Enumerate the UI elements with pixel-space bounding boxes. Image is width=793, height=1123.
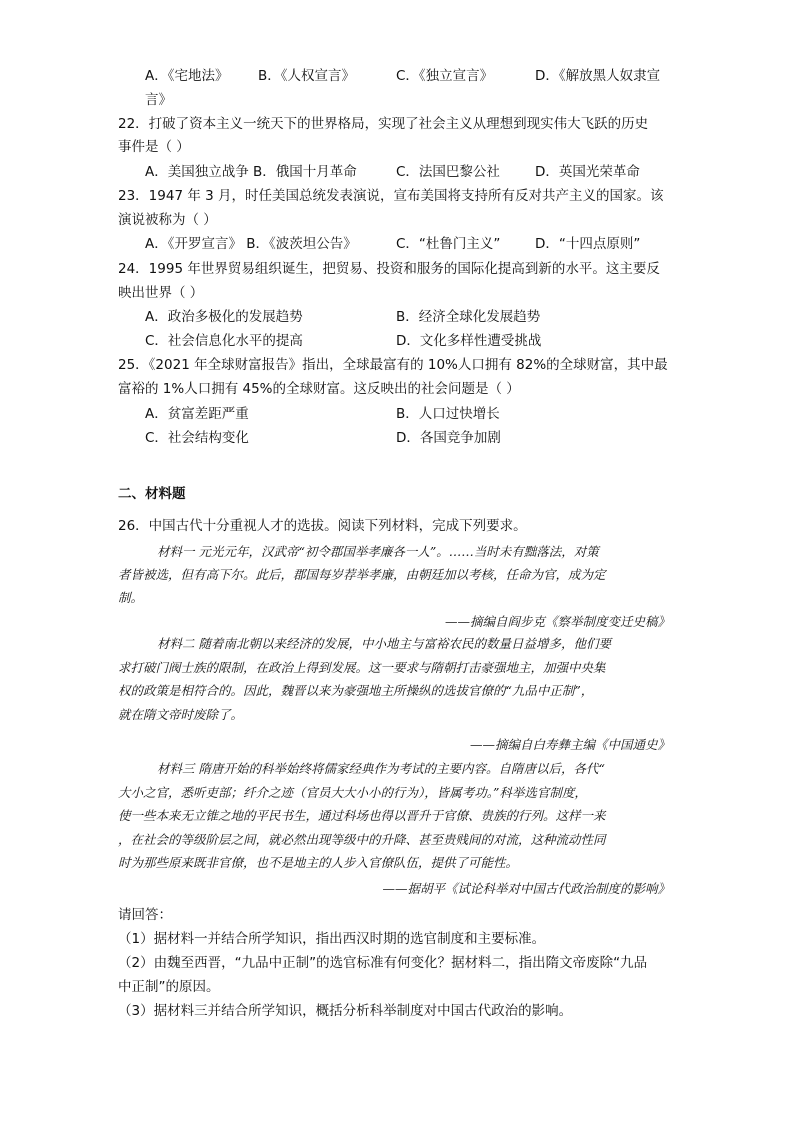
q23-option-ab: A．《开罗宣言》 B．《波茨坦公告》 — [145, 236, 357, 252]
q23-option-c: C．“杜鲁门主义” — [396, 236, 501, 252]
q21-option-a: A．《宅地法》 — [145, 68, 229, 84]
q21-option-d: D．《解放黑人奴隶宣 — [535, 68, 661, 84]
material2-line4: 就在隋文帝时废除了。 — [118, 707, 244, 722]
material2-source: ——摘编自白寿彝主编《中国通史》 — [469, 737, 670, 752]
q25-option-d: D．各国竞争加剧 — [396, 430, 501, 446]
answer-prompt: 请回答： — [118, 907, 172, 923]
material1-line1: 材料一 元光元年，汉武帝“初令郡国举孝廉各一人”。……当时未有黜落法，对策 — [157, 544, 599, 559]
material3-line2: 大小之官，悉听吏部；纤介之迹（官员大大小小的行为），皆属考功。”科举选官制度， — [118, 785, 587, 800]
sub-question-3: （3）据材料三并结合所学知识，概括分析科举制度对中国古代政治的影响。 — [118, 1003, 573, 1019]
material3-line5: 时为那些原来既非官僚，也不是地主的人步入官僚队伍，提供了可能性。 — [118, 855, 519, 870]
q25-stem-line1: 25．《2021 年全球财富报告》指出，全球最富有的 10%人口拥有 82%的全球财富，其中最 — [118, 357, 668, 373]
section-title: 二、材料题 — [118, 486, 186, 502]
q22-option-d: D．英国光荣革命 — [535, 164, 640, 180]
q23-stem-line2: 演说被称为（ ） — [118, 212, 217, 228]
q25-option-b: B．人口过快增长 — [396, 406, 500, 422]
material3-line4: ，在社会的等级阶层之间，就必然出现等级中的升降、甚至贵贱间的对流，这种流动性同 — [118, 832, 606, 847]
q24-option-b: B．经济全球化发展趋势 — [396, 309, 541, 325]
q24-option-c: C．社会信息化水平的提高 — [145, 333, 303, 349]
q22-stem-line1: 22．打破了资本主义一统天下的世界格局，实现了社会主义从理想到现实伟大飞跃的历史 — [118, 116, 649, 132]
sub-question-2-line2: 中正制”的原因。 — [118, 979, 220, 995]
q24-stem-line1: 24．1995 年世界贸易组织诞生，把贸易、投资和服务的国际化提高到新的水平。这主要反 — [118, 261, 660, 277]
q26-stem: 26．中国古代十分重视人才的选拔。阅读下列材料，完成下列要求。 — [118, 518, 527, 534]
material1-source: ——摘编自阎步克《察举制度变迁史稿》 — [444, 614, 670, 629]
q24-stem-line2: 映出世界（ ） — [118, 285, 204, 301]
q24-option-a: A．政治多极化的发展趋势 — [145, 309, 303, 325]
q21-option-b: B．《人权宣言》 — [258, 68, 356, 84]
material2-line1: 材料二 随着南北朝以来经济的发展，中小地主与富裕农民的数量日益增多，他们要 — [157, 636, 611, 651]
q21-option-c: C．《独立宣言》 — [396, 68, 494, 84]
material1-line2: 者皆被选，但有高下尔。此后，郡国每岁荐举孝廉，由朝廷加以考核，任命为官，成为定 — [118, 567, 606, 582]
sub-question-2-line1: （2）由魏至西晋，“九品中正制”的选官标准有何变化？据材料二，指出隋文帝废除“九品 — [118, 955, 648, 971]
material2-line3: 权的政策是相符合的。因此，魏晋以来为豪强地主所操纵的选拔官僚的“九品中正制”， — [118, 683, 594, 698]
sub-question-1: （1）据材料一并结合所学知识，指出西汉时期的选官制度和主要标准。 — [118, 931, 546, 947]
q23-option-d: D．“十四点原则” — [535, 236, 641, 252]
q25-option-a: A．贫富差距严重 — [145, 406, 249, 422]
q22-option-ab: A．美国独立战争 B．俄国十月革命 — [145, 164, 357, 180]
q24-option-d: D．文化多样性遭受挑战 — [396, 333, 542, 349]
q25-stem-line2: 富裕的 1%人口拥有 45%的全球财富。这反映出的社会问题是（ ） — [118, 381, 520, 397]
material1-line3: 制。 — [118, 590, 144, 605]
q22-stem-line2: 事件是（ ） — [118, 139, 190, 155]
q22-option-c: C．法国巴黎公社 — [396, 164, 500, 180]
q23-stem-line1: 23．1947 年 3 月，时任美国总统发表演说，宣布美国将支持所有反对共产主义的国家。该 — [118, 188, 664, 204]
q25-option-c: C．社会结构变化 — [145, 430, 249, 446]
material2-line2: 求打破门阀士族的限制，在政治上得到发展。这一要求与隋朝打击豪强地主，加强中央集 — [118, 660, 606, 675]
material3-source: ——据胡平《试论科举对中国古代政治制度的影响》 — [382, 881, 670, 896]
q21-option-d-cont: 言》 — [145, 92, 172, 108]
material3-line1: 材料三 隋唐开始的科举始终将儒家经典作为考试的主要内容。自隋唐以后，各代“ — [157, 761, 605, 776]
material3-line3: 使一些本来无立锥之地的平民书生，通过科场也得以晋升于官僚、贵族的行列。这样一来 — [118, 808, 606, 823]
